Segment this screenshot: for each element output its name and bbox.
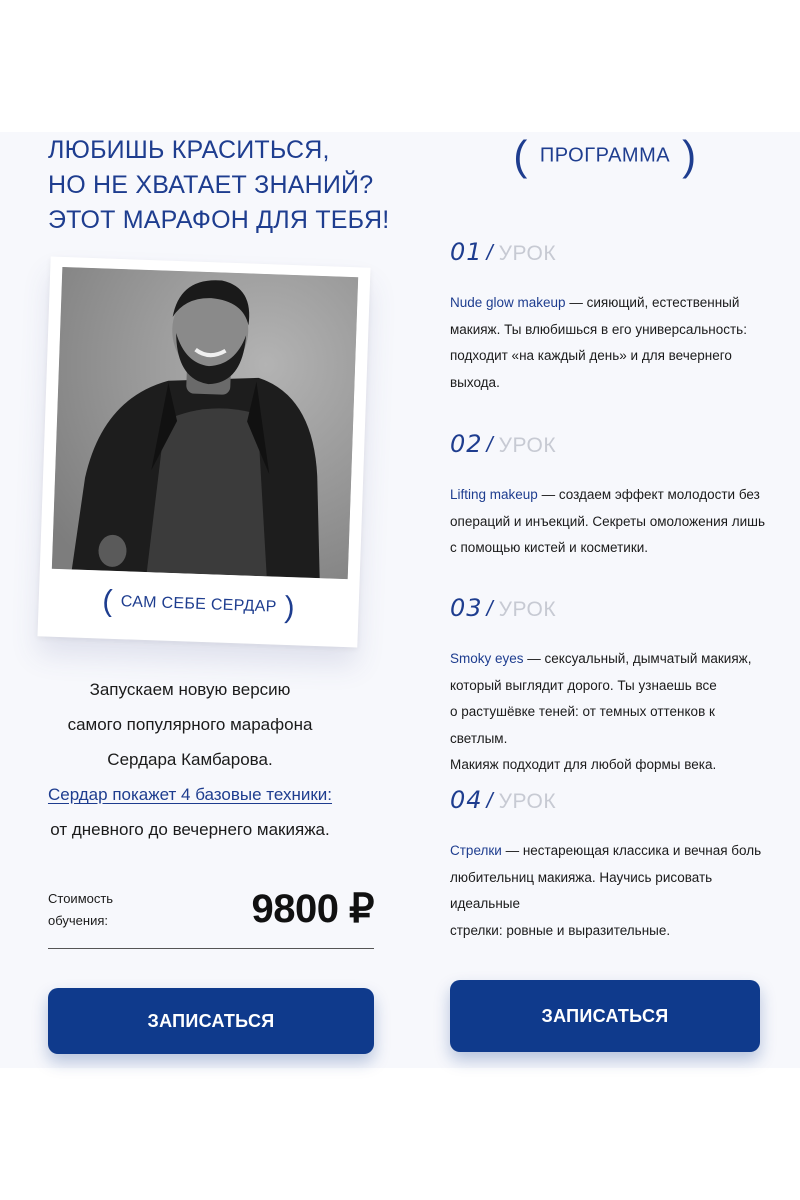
instructor-photo (52, 267, 358, 579)
price-divider (48, 948, 374, 949)
lesson-2: 02 / УРОК Lifting makeup — создаем эффект молодости без операций и инъекций. Секреты омоложения лишь с помощью кистей и косметики. (450, 430, 770, 562)
lesson-3: 03 / УРОК Smoky eyes — сексуальный, дымчатый макияж, который выглядит дорого. Ты узнаешь все о растушёвке теней: от темных оттенков к светлым. Макияж подходит для любой формы века. (450, 594, 770, 779)
headline-line: НО НЕ ХВАТАЕТ ЗНАНИЙ? (48, 171, 374, 199)
polaroid-card (37, 257, 370, 648)
program-title: ( ПРОГРАММА ) (513, 132, 697, 179)
lesson-4: 04 / УРОК Стрелки — нестареющая классика и вечная боль любительниц макияжа. Научись рисовать идеальные стрелки: ровные и выразительные. (450, 786, 770, 944)
intro-line: Сердара Камбарова. (107, 750, 273, 769)
lesson-description: Nude glow makeup — сияющий, естественный макияж. Ты влюбишься в его универсальность: подходит «на каждый день» и для вечернего выхода. (450, 295, 747, 390)
signup-button-left[interactable]: ЗАПИСАТЬСЯ (48, 988, 374, 1054)
lesson-label: УРОК (498, 242, 557, 265)
signup-button-right[interactable]: ЗАПИСАТЬСЯ (450, 980, 760, 1052)
intro-line: самого популярного марафона (67, 715, 313, 734)
lesson-label: УРОК (498, 790, 557, 813)
lesson-description: Lifting makeup — создаем эффект молодости без операций и инъекций. Секреты омоложения лишь с помощью кистей и косметики. (450, 487, 765, 555)
price-label: Стоимость обучения: (48, 891, 114, 928)
lesson-label: УРОК (498, 434, 557, 457)
intro-line: Запускаем новую версию (89, 680, 291, 699)
price-value: 9800 ₽ (251, 887, 374, 931)
lesson-description: Стрелки — нестареющая классика и вечная боль любительниц макияжа. Научись рисовать идеальные стрелки: ровные и выразительные. (450, 843, 762, 938)
lesson-description: Smoky eyes — сексуальный, дымчатый макияж, который выглядит дорого. Ты узнаешь все о растушёвке теней: от темных оттенков к светлым. Макияж подходит для любой формы века. (450, 651, 752, 772)
lesson-label: УРОК (498, 598, 557, 621)
lesson-number: 03 (450, 594, 483, 622)
headline-line: ЭТОТ МАРАФОН ДЛЯ ТЕБЯ! (48, 206, 390, 234)
photo-caption: ( САМ СЕБЕ СЕРДАР ) (101, 584, 296, 625)
intro-line: от дневного до вечернего макияжа. (50, 820, 330, 839)
techniques-link[interactable]: Сердар покажет 4 базовые техники: (47, 785, 333, 804)
lesson-number: 02 (450, 430, 483, 458)
intro-text (40, 672, 340, 847)
lesson-1: 01 / УРОК Nude glow makeup — сияющий, естественный макияж. Ты влюбишься в его универсальность: подходит «на каждый день» и для вечернего выхода. (450, 238, 770, 396)
lesson-number: 01 (450, 238, 483, 266)
hero-headline (48, 133, 428, 238)
lesson-number: 04 (450, 786, 483, 814)
headline-line: ЛЮБИШЬ КРАСИТЬСЯ, (48, 136, 330, 164)
